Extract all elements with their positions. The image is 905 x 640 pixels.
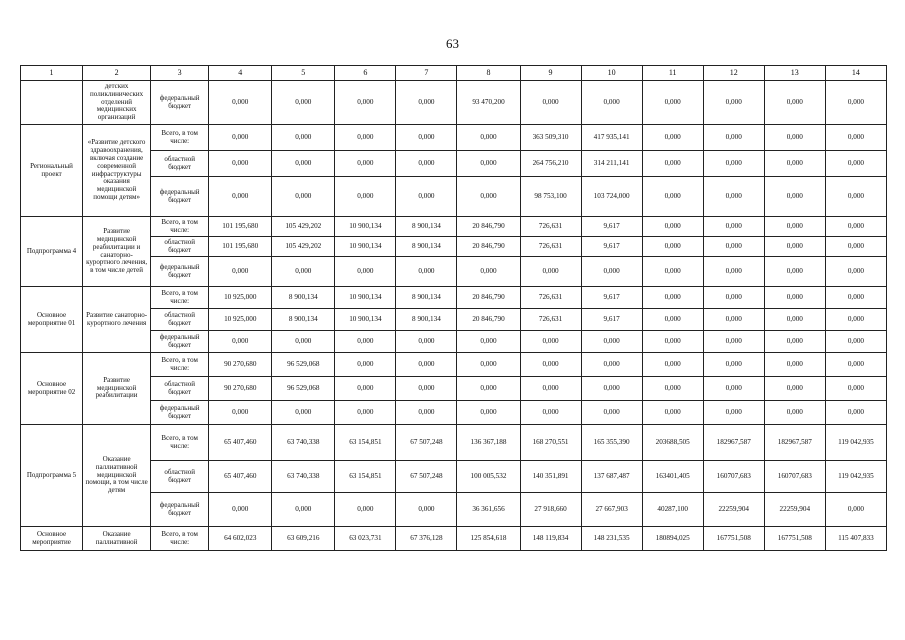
amount-cell: 10 900,134 xyxy=(335,287,396,309)
amount-cell: 0,000 xyxy=(520,331,581,353)
column-header: 3 xyxy=(151,66,209,81)
amount-cell: 167751,508 xyxy=(764,527,825,551)
amount-cell: 0,000 xyxy=(396,353,457,377)
amount-cell: 0,000 xyxy=(520,377,581,401)
amount-cell: 125 854,618 xyxy=(457,527,520,551)
amount-cell: 0,000 xyxy=(703,377,764,401)
amount-cell: 0,000 xyxy=(825,257,886,287)
funding-source-cell: областной бюджет xyxy=(151,151,209,177)
amount-cell: 0,000 xyxy=(457,331,520,353)
amount-cell: 27 667,903 xyxy=(581,493,642,527)
funding-source-cell: федеральный бюджет xyxy=(151,401,209,425)
amount-cell: 0,000 xyxy=(581,331,642,353)
budget-table xyxy=(20,65,887,551)
amount-cell: 0,000 xyxy=(825,125,886,151)
amount-cell: 0,000 xyxy=(764,151,825,177)
amount-cell: 27 918,660 xyxy=(520,493,581,527)
amount-cell: 0,000 xyxy=(642,353,703,377)
amount-cell: 0,000 xyxy=(335,81,396,125)
amount-cell: 417 935,141 xyxy=(581,125,642,151)
amount-cell: 0,000 xyxy=(457,151,520,177)
amount-cell: 0,000 xyxy=(825,309,886,331)
amount-cell: 0,000 xyxy=(209,257,272,287)
amount-cell: 203688,505 xyxy=(642,425,703,461)
amount-cell: 0,000 xyxy=(457,177,520,217)
amount-cell: 63 154,851 xyxy=(335,425,396,461)
amount-cell: 0,000 xyxy=(396,257,457,287)
amount-cell: 0,000 xyxy=(764,401,825,425)
column-header: 13 xyxy=(764,66,825,81)
amount-cell: 10 925,000 xyxy=(209,287,272,309)
amount-cell: 0,000 xyxy=(642,257,703,287)
table-row xyxy=(21,461,887,493)
amount-cell: 103 724,000 xyxy=(581,177,642,217)
amount-cell: 314 211,141 xyxy=(581,151,642,177)
program-title-cell: Развитие санаторно-курортного лечения xyxy=(83,287,151,353)
table-row xyxy=(21,217,887,237)
amount-cell: 0,000 xyxy=(825,151,886,177)
table-row xyxy=(21,151,887,177)
funding-source-cell: федеральный бюджет xyxy=(151,177,209,217)
program-name-cell: Основное мероприятие xyxy=(21,527,83,551)
amount-cell: 0,000 xyxy=(642,81,703,125)
amount-cell: 0,000 xyxy=(642,287,703,309)
amount-cell: 0,000 xyxy=(581,353,642,377)
amount-cell: 0,000 xyxy=(703,151,764,177)
amount-cell: 67 507,248 xyxy=(396,425,457,461)
table-row xyxy=(21,287,887,309)
amount-cell: 0,000 xyxy=(396,331,457,353)
program-name-cell: Подпрограмма 4 xyxy=(21,217,83,287)
amount-cell: 0,000 xyxy=(272,81,335,125)
funding-source-cell: федеральный бюджет xyxy=(151,493,209,527)
program-title-cell: Развитие медицинской реабилитации и санаторно-курортного лечения, в том числе детей xyxy=(83,217,151,287)
amount-cell: 98 753,100 xyxy=(520,177,581,217)
amount-cell: 22259,904 xyxy=(764,493,825,527)
amount-cell: 0,000 xyxy=(335,493,396,527)
amount-cell: 0,000 xyxy=(335,257,396,287)
amount-cell: 0,000 xyxy=(703,331,764,353)
amount-cell: 0,000 xyxy=(581,377,642,401)
amount-cell: 182967,587 xyxy=(703,425,764,461)
amount-cell: 0,000 xyxy=(764,125,825,151)
amount-cell: 0,000 xyxy=(272,257,335,287)
amount-cell: 67 507,248 xyxy=(396,461,457,493)
amount-cell: 0,000 xyxy=(642,237,703,257)
amount-cell: 8 900,134 xyxy=(396,217,457,237)
funding-source-cell: федеральный бюджет xyxy=(151,257,209,287)
amount-cell: 0,000 xyxy=(642,151,703,177)
amount-cell: 105 429,202 xyxy=(272,217,335,237)
table-row xyxy=(21,257,887,287)
amount-cell: 40287,100 xyxy=(642,493,703,527)
amount-cell: 9,617 xyxy=(581,287,642,309)
amount-cell: 0,000 xyxy=(520,401,581,425)
column-header: 1 xyxy=(21,66,83,81)
amount-cell: 726,631 xyxy=(520,237,581,257)
table-row xyxy=(21,353,887,377)
funding-source-cell: Всего, в том числе: xyxy=(151,353,209,377)
amount-cell: 0,000 xyxy=(209,151,272,177)
amount-cell: 264 756,210 xyxy=(520,151,581,177)
amount-cell: 9,617 xyxy=(581,237,642,257)
amount-cell: 9,617 xyxy=(581,217,642,237)
amount-cell: 726,631 xyxy=(520,287,581,309)
funding-source-cell: Всего, в том числе: xyxy=(151,125,209,151)
amount-cell: 101 195,680 xyxy=(209,217,272,237)
amount-cell: 93 470,200 xyxy=(457,81,520,125)
amount-cell: 63 740,338 xyxy=(272,425,335,461)
table-row xyxy=(21,309,887,331)
funding-source-cell: федеральный бюджет xyxy=(151,331,209,353)
funding-source-cell: Всего, в том числе: xyxy=(151,217,209,237)
table-row xyxy=(21,81,887,125)
amount-cell: 36 361,656 xyxy=(457,493,520,527)
program-title-cell: «Развитие детского здравоохранения, включая создание современной инфраструктуры оказания медицинской помощи детям» xyxy=(83,125,151,217)
column-header: 8 xyxy=(457,66,520,81)
amount-cell: 0,000 xyxy=(825,377,886,401)
amount-cell: 0,000 xyxy=(335,377,396,401)
amount-cell: 168 270,551 xyxy=(520,425,581,461)
amount-cell: 0,000 xyxy=(764,377,825,401)
table-row xyxy=(21,425,887,461)
amount-cell: 0,000 xyxy=(335,401,396,425)
funding-source-cell: Всего, в том числе: xyxy=(151,287,209,309)
amount-cell: 101 195,680 xyxy=(209,237,272,257)
amount-cell: 167751,508 xyxy=(703,527,764,551)
column-header: 14 xyxy=(825,66,886,81)
amount-cell: 0,000 xyxy=(209,401,272,425)
column-header: 9 xyxy=(520,66,581,81)
amount-cell: 119 042,935 xyxy=(825,461,886,493)
column-header: 7 xyxy=(396,66,457,81)
amount-cell: 0,000 xyxy=(642,401,703,425)
amount-cell: 0,000 xyxy=(581,257,642,287)
amount-cell: 0,000 xyxy=(581,81,642,125)
amount-cell: 726,631 xyxy=(520,309,581,331)
amount-cell: 20 846,790 xyxy=(457,237,520,257)
column-header: 4 xyxy=(209,66,272,81)
header-row xyxy=(21,66,887,81)
amount-cell: 0,000 xyxy=(209,81,272,125)
amount-cell: 0,000 xyxy=(520,81,581,125)
amount-cell: 163401,405 xyxy=(642,461,703,493)
amount-cell: 180894,025 xyxy=(642,527,703,551)
amount-cell: 63 740,338 xyxy=(272,461,335,493)
program-name-cell: Подпрограмма 5 xyxy=(21,425,83,527)
amount-cell: 20 846,790 xyxy=(457,217,520,237)
column-header: 6 xyxy=(335,66,396,81)
amount-cell: 0,000 xyxy=(825,217,886,237)
amount-cell: 65 407,460 xyxy=(209,425,272,461)
amount-cell: 63 609,216 xyxy=(272,527,335,551)
funding-source-cell: областной бюджет xyxy=(151,377,209,401)
amount-cell: 0,000 xyxy=(335,177,396,217)
amount-cell: 148 119,834 xyxy=(520,527,581,551)
amount-cell: 0,000 xyxy=(825,177,886,217)
amount-cell: 67 376,128 xyxy=(396,527,457,551)
amount-cell: 105 429,202 xyxy=(272,237,335,257)
amount-cell: 148 231,535 xyxy=(581,527,642,551)
table-row xyxy=(21,331,887,353)
amount-cell: 64 602,023 xyxy=(209,527,272,551)
amount-cell: 0,000 xyxy=(396,493,457,527)
amount-cell: 8 900,134 xyxy=(396,287,457,309)
column-header: 12 xyxy=(703,66,764,81)
amount-cell: 0,000 xyxy=(335,353,396,377)
amount-cell: 9,617 xyxy=(581,309,642,331)
amount-cell: 726,631 xyxy=(520,217,581,237)
amount-cell: 0,000 xyxy=(703,257,764,287)
amount-cell: 0,000 xyxy=(764,217,825,237)
amount-cell: 0,000 xyxy=(703,217,764,237)
amount-cell: 8 900,134 xyxy=(396,237,457,257)
amount-cell: 8 900,134 xyxy=(396,309,457,331)
amount-cell: 0,000 xyxy=(396,177,457,217)
funding-source-cell: Всего, в том числе: xyxy=(151,425,209,461)
table-row xyxy=(21,377,887,401)
amount-cell: 10 900,134 xyxy=(335,217,396,237)
funding-source-cell: федеральный бюджет xyxy=(151,81,209,125)
amount-cell: 0,000 xyxy=(272,125,335,151)
amount-cell: 10 900,134 xyxy=(335,237,396,257)
amount-cell: 0,000 xyxy=(703,401,764,425)
amount-cell: 22259,904 xyxy=(703,493,764,527)
amount-cell: 140 351,891 xyxy=(520,461,581,493)
amount-cell: 0,000 xyxy=(703,177,764,217)
amount-cell: 0,000 xyxy=(642,331,703,353)
amount-cell: 0,000 xyxy=(642,377,703,401)
amount-cell: 0,000 xyxy=(703,81,764,125)
amount-cell: 0,000 xyxy=(764,237,825,257)
program-title-cell: Оказание паллиативной медицинской помощи, в том числе детям xyxy=(83,425,151,527)
amount-cell: 0,000 xyxy=(764,309,825,331)
amount-cell: 0,000 xyxy=(209,493,272,527)
amount-cell: 0,000 xyxy=(825,401,886,425)
amount-cell: 0,000 xyxy=(703,125,764,151)
amount-cell: 0,000 xyxy=(764,287,825,309)
amount-cell: 63 154,851 xyxy=(335,461,396,493)
column-header: 11 xyxy=(642,66,703,81)
funding-source-cell: Всего, в том числе: xyxy=(151,527,209,551)
program-name-cell: Региональный проект xyxy=(21,125,83,217)
program-name-cell xyxy=(21,81,83,125)
amount-cell: 0,000 xyxy=(209,331,272,353)
amount-cell: 65 407,460 xyxy=(209,461,272,493)
page-number: 63 xyxy=(446,36,459,51)
amount-cell: 0,000 xyxy=(703,287,764,309)
amount-cell: 0,000 xyxy=(703,353,764,377)
amount-cell: 160707,683 xyxy=(703,461,764,493)
amount-cell: 0,000 xyxy=(825,237,886,257)
table-row xyxy=(21,401,887,425)
amount-cell: 160707,683 xyxy=(764,461,825,493)
amount-cell: 0,000 xyxy=(764,81,825,125)
amount-cell: 0,000 xyxy=(272,177,335,217)
amount-cell: 0,000 xyxy=(642,217,703,237)
amount-cell: 0,000 xyxy=(335,151,396,177)
amount-cell: 20 846,790 xyxy=(457,287,520,309)
amount-cell: 0,000 xyxy=(825,331,886,353)
funding-source-cell: областной бюджет xyxy=(151,461,209,493)
amount-cell: 0,000 xyxy=(335,331,396,353)
amount-cell: 20 846,790 xyxy=(457,309,520,331)
amount-cell: 10 925,000 xyxy=(209,309,272,331)
program-name-cell: Основное мероприятие 02 xyxy=(21,353,83,425)
column-header: 2 xyxy=(83,66,151,81)
amount-cell: 0,000 xyxy=(457,377,520,401)
program-title-cell: Развитие медицинской реабилитации xyxy=(83,353,151,425)
amount-cell: 0,000 xyxy=(642,309,703,331)
amount-cell: 0,000 xyxy=(396,125,457,151)
amount-cell: 0,000 xyxy=(457,257,520,287)
amount-cell: 0,000 xyxy=(581,401,642,425)
table-row xyxy=(21,177,887,217)
amount-cell: 0,000 xyxy=(457,125,520,151)
amount-cell: 10 900,134 xyxy=(335,309,396,331)
amount-cell: 137 687,487 xyxy=(581,461,642,493)
amount-cell: 0,000 xyxy=(396,401,457,425)
table-body xyxy=(21,81,887,551)
amount-cell: 0,000 xyxy=(642,177,703,217)
amount-cell: 0,000 xyxy=(457,401,520,425)
amount-cell: 0,000 xyxy=(825,493,886,527)
amount-cell: 8 900,134 xyxy=(272,287,335,309)
table-row xyxy=(21,125,887,151)
amount-cell: 0,000 xyxy=(520,257,581,287)
amount-cell: 165 355,390 xyxy=(581,425,642,461)
amount-cell: 0,000 xyxy=(764,353,825,377)
funding-source-cell: областной бюджет xyxy=(151,309,209,331)
amount-cell: 0,000 xyxy=(764,257,825,287)
amount-cell: 90 270,680 xyxy=(209,377,272,401)
amount-cell: 0,000 xyxy=(642,125,703,151)
amount-cell: 0,000 xyxy=(520,353,581,377)
table-row xyxy=(21,527,887,551)
amount-cell: 119 042,935 xyxy=(825,425,886,461)
amount-cell: 8 900,134 xyxy=(272,309,335,331)
amount-cell: 0,000 xyxy=(457,353,520,377)
amount-cell: 96 529,068 xyxy=(272,353,335,377)
amount-cell: 96 529,068 xyxy=(272,377,335,401)
amount-cell: 182967,587 xyxy=(764,425,825,461)
amount-cell: 115 407,833 xyxy=(825,527,886,551)
amount-cell: 363 509,310 xyxy=(520,125,581,151)
amount-cell: 0,000 xyxy=(764,331,825,353)
amount-cell: 136 367,188 xyxy=(457,425,520,461)
amount-cell: 0,000 xyxy=(209,125,272,151)
funding-source-cell: областной бюджет xyxy=(151,237,209,257)
program-title-cell: детских поликлинических отделений медицинских организаций xyxy=(83,81,151,125)
amount-cell: 0,000 xyxy=(396,377,457,401)
amount-cell: 0,000 xyxy=(396,81,457,125)
amount-cell: 100 005,532 xyxy=(457,461,520,493)
amount-cell: 0,000 xyxy=(825,353,886,377)
amount-cell: 0,000 xyxy=(703,237,764,257)
amount-cell: 0,000 xyxy=(335,125,396,151)
program-name-cell: Основное мероприятие 01 xyxy=(21,287,83,353)
amount-cell: 63 023,731 xyxy=(335,527,396,551)
amount-cell: 0,000 xyxy=(272,151,335,177)
program-title-cell: Оказание паллиативной xyxy=(83,527,151,551)
amount-cell: 90 270,680 xyxy=(209,353,272,377)
amount-cell: 0,000 xyxy=(209,177,272,217)
column-header: 10 xyxy=(581,66,642,81)
amount-cell: 0,000 xyxy=(703,309,764,331)
amount-cell: 0,000 xyxy=(764,177,825,217)
table-row xyxy=(21,237,887,257)
amount-cell: 0,000 xyxy=(272,331,335,353)
amount-cell: 0,000 xyxy=(396,151,457,177)
column-header: 5 xyxy=(272,66,335,81)
amount-cell: 0,000 xyxy=(825,287,886,309)
table-row xyxy=(21,493,887,527)
amount-cell: 0,000 xyxy=(272,401,335,425)
amount-cell: 0,000 xyxy=(272,493,335,527)
amount-cell: 0,000 xyxy=(825,81,886,125)
